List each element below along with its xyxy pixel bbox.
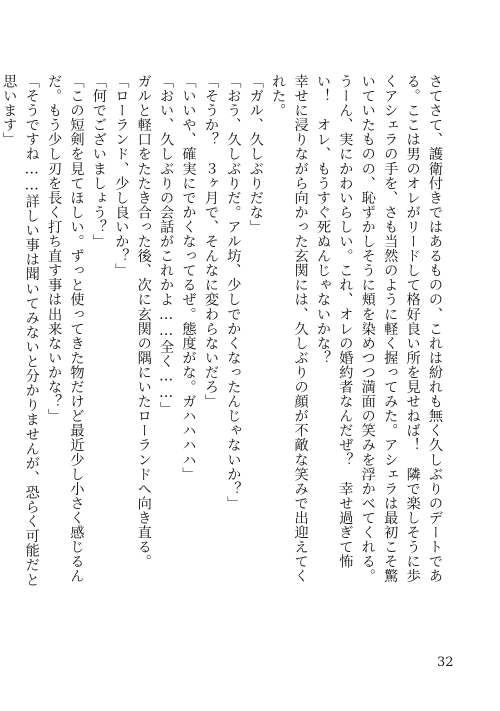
dialogue-line: 「おう、久しぶりだ。アル坊、少しでかくなったんじゃないか？」 xyxy=(225,74,242,511)
page-number: 32 xyxy=(437,655,454,670)
dialogue-line: 「そうか？ ３ヶ月で、そんなに変わらないだろ」 xyxy=(202,74,219,409)
dialogue-line: 「いいや、確実にでかくなってるぜ。態度がな。ガハハハハ」 xyxy=(180,74,197,482)
dialogue-line: 「そうですね……詳しい事は聞いてみないと分かりませんが、恐らく可能だと思います」 xyxy=(1,74,40,587)
dialogue-line: 「ガル、久しぶりだな」 xyxy=(247,74,264,235)
paragraph: ガルと軽口をたたき合った後、次に玄関の隅にいたローランドへ向き直る。 xyxy=(135,74,152,569)
paragraph: 幸せに浸りながら向かった玄関には、久しぶりの顔が不敵な笑みで出迎えてくれた。 xyxy=(270,74,309,584)
dialogue-line: 「この短剣を見てほしい。ずっと使ってきた物だけど最近少し小さく感じるんだ。もう少し刃を長く打ち直す事は出来ないかな？」 xyxy=(46,74,85,584)
body-text xyxy=(1,74,446,594)
dialogue-line: 「おい、久しぶりの会話がこれかよ……全く……」 xyxy=(158,74,175,416)
dialogue-line: 「ローランド、少し良いか？」 xyxy=(113,74,130,278)
dialogue-line: 「何でございましょう？」 xyxy=(90,74,107,249)
paragraph: さてさて、護衛付きではあるものの、これは紛れも無く久しぶりのデートである。ここは男のオレがリードして格好良い所を見せねば！ 隣で楽しそうに歩くアシェラの手を、さも当然のように軽く握ってみた。アシェラは最初こそ驚いていたものの、恥ずかしそうに頬を染めつつ満面の笑みを浮かべてくれる。うーん、実にかわいらしい。これ、オレの婚約者なんだぜ？ 幸せ過ぎて怖い！ オレ、もうすぐ死ぬんじゃないかな？ xyxy=(314,74,443,584)
